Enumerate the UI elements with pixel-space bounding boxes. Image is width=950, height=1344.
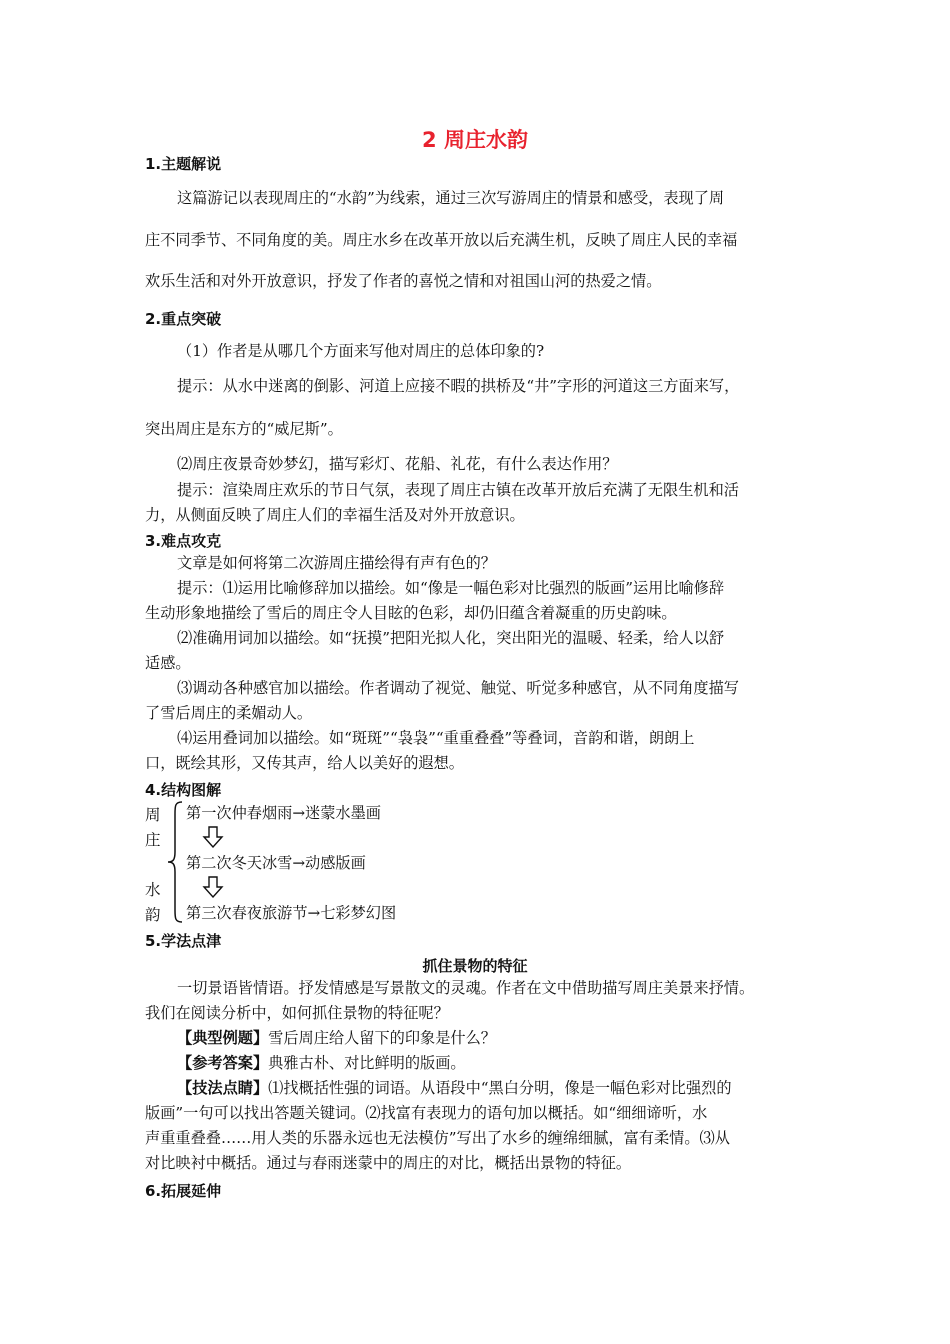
s3-tip-4-line-1: ⑷运用叠词加以描绘。如“斑斑”“袅袅”“重重叠叠”等叠词，音韵和谐，朗朗上 bbox=[177, 729, 695, 747]
s2-question-1: （1）作者是从哪几个方面来写他对周庄的总体印象的? bbox=[177, 342, 545, 360]
s5-answer bbox=[177, 1053, 466, 1074]
s5-para-line-1: 一切景语皆情语。抒发情感是写景散文的灵魂。作者在文中借助描写周庄美景来抒情。 bbox=[177, 979, 755, 997]
example-text: 雪后周庄给人留下的印象是什么？ bbox=[268, 1029, 496, 1047]
section-4-heading: 4.结构图解 bbox=[145, 781, 222, 799]
answer-text: 典雅古朴、对比鲜明的版画。 bbox=[268, 1054, 466, 1072]
s5-tip-line-3: 声重重叠叠……用人类的乐器永远也无法模仿”写出了水乡的缠绵细腻，富有柔情。⑶从 bbox=[145, 1129, 730, 1147]
s3-tip-1-line-1: 提示：⑴运用比喻修辞加以描绘。如“像是一幅色彩对比强烈的版画”运用比喻修辞 bbox=[177, 579, 725, 597]
section-5-heading: 5.学法点津 bbox=[145, 932, 222, 950]
s5-tip-line-1 bbox=[177, 1078, 732, 1099]
section-1-heading: 1.主题解说 bbox=[145, 155, 222, 173]
s2-answer-1-line-1: 提示：从水中迷离的倒影、河道上应接不暇的拱桥及“井”字形的河道这三方面来写， bbox=[177, 377, 740, 395]
structure-item-1: 第一次仲春烟雨→迷蒙水墨画 bbox=[186, 804, 381, 822]
s3-tip-4-line-2: 口，既绘其形，又传其声，给人以美好的遐想。 bbox=[145, 754, 464, 772]
down-arrow-icon bbox=[202, 876, 224, 898]
s2-question-2: ⑵周庄夜景奇妙梦幻，描写彩灯、花船、礼花，有什么表达作用？ bbox=[177, 455, 618, 473]
structure-item-2: 第二次冬天冰雪→动感版画 bbox=[186, 854, 366, 872]
s3-tip-2-line-1: ⑵准确用词加以描绘。如“抚摸”把阳光拟人化，突出阳光的温暖、轻柔，给人以舒 bbox=[177, 629, 725, 647]
structure-side-char-2: 庄 bbox=[145, 831, 161, 849]
curly-brace-icon bbox=[166, 800, 184, 925]
down-arrow-icon bbox=[202, 826, 224, 848]
s5-tip-line-2: 版画”一句可以找出答题关键词。⑵找富有表现力的语句加以概括。如“细细谛听，水 bbox=[145, 1104, 708, 1122]
s1-line-3: 欢乐生活和对外开放意识，抒发了作者的喜悦之情和对祖国山河的热爱之情。 bbox=[145, 272, 662, 290]
s3-tip-1-line-2: 生动形象地描绘了雪后的周庄令人目眩的色彩，却仍旧蕴含着凝重的历史韵味。 bbox=[145, 604, 677, 622]
s2-answer-2-line-2: 力，从侧面反映了周庄人们的幸福生活及对外开放意识。 bbox=[145, 506, 525, 524]
answer-tag: 【参考答案】 bbox=[177, 1054, 269, 1072]
section-5-subtitle: 抓住景物的特征 bbox=[422, 957, 528, 975]
s2-answer-2-line-1: 提示：渲染周庄欢乐的节日气氛，表现了周庄古镇在改革开放后充满了无限生机和活 bbox=[177, 481, 739, 499]
s3-tip-3-line-2: 了雪后周庄的柔媚动人。 bbox=[145, 704, 313, 722]
structure-side-char-4: 韵 bbox=[145, 906, 161, 924]
s5-example bbox=[177, 1028, 496, 1049]
s3-question: 文章是如何将第二次游周庄描绘得有声有色的？ bbox=[177, 554, 496, 572]
section-6-heading: 6.拓展延伸 bbox=[145, 1182, 222, 1200]
example-tag: 【典型例题】 bbox=[177, 1029, 269, 1047]
tip-text: ⑴找概括性强的词语。从语段中“黑白分明，像是一幅色彩对比强烈的 bbox=[268, 1079, 732, 1097]
s3-tip-2-line-2: 适感。 bbox=[145, 654, 191, 672]
s2-answer-1-line-2: 突出周庄是东方的“威尼斯”。 bbox=[145, 420, 343, 438]
s1-line-2: 庄不同季节、不同角度的美。周庄水乡在改革开放以后充满生机，反映了周庄人民的幸福 bbox=[145, 231, 738, 249]
structure-item-3: 第三次春夜旅游节→七彩梦幻图 bbox=[186, 904, 397, 922]
page-title: 2 周庄水韵 bbox=[422, 128, 528, 152]
s1-line-1: 这篇游记以表现周庄的“水韵”为线索，通过三次写游周庄的情景和感受，表现了周 bbox=[177, 189, 725, 207]
section-2-heading: 2.重点突破 bbox=[145, 310, 222, 328]
section-3-heading: 3.难点攻克 bbox=[145, 532, 222, 550]
structure-side-char-1: 周 bbox=[145, 806, 161, 824]
s5-tip-line-4: 对比映衬中概括。通过与春雨迷蒙中的周庄的对比，概括出景物的特征。 bbox=[145, 1154, 631, 1172]
s3-tip-3-line-1: ⑶调动各种感官加以描绘。作者调动了视觉、触觉、听觉多种感官，从不同角度描写 bbox=[177, 679, 739, 697]
structure-side-char-3: 水 bbox=[145, 881, 161, 899]
s5-para-line-2: 我们在阅读分析中，如何抓住景物的特征呢？ bbox=[145, 1004, 449, 1022]
tip-tag: 【技法点睛】 bbox=[177, 1079, 269, 1097]
